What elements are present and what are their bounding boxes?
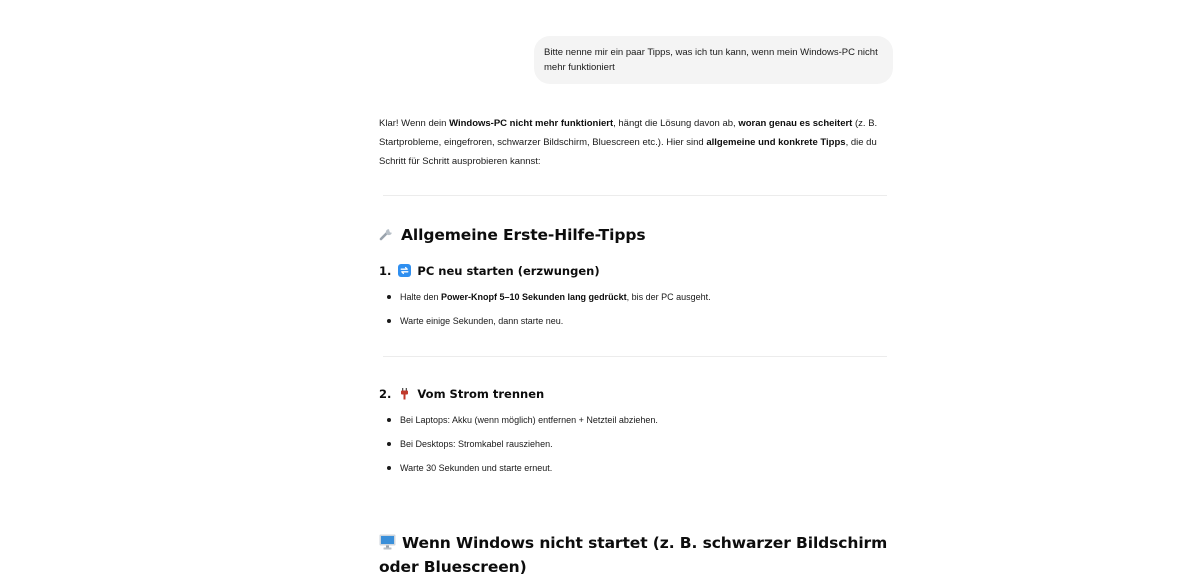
list-item: Bei Desktops: Stromkabel rausziehen.: [379, 432, 891, 456]
list-item: Warte 30 Sekunden und starte erneut.: [379, 456, 891, 480]
user-message-text: Bitte nenne mir ein paar Tipps, was ich tun kann, wenn mein Windows-PC nicht mehr funktioniert: [544, 47, 878, 73]
intro-bold-2: woran genau es scheitert: [738, 118, 853, 129]
section-title: Allgemeine Erste-Hilfe-Tipps: [401, 226, 646, 244]
list-item: Halte den Power-Knopf 5–10 Sekunden lang gedrückt, bis der PC ausgeht.: [379, 285, 891, 309]
intro-text-3: (z. B. Startprobleme, eingefroren, schwarzer Bildschirm, Bluescreen etc.). Hier sind: [379, 118, 878, 148]
section-heading-windows-not-starting: [379, 532, 899, 578]
section-heading-first-aid: [379, 224, 899, 248]
intro-text-2: , hängt die Lösung davon ab,: [613, 118, 739, 129]
step-heading-restart: [379, 263, 891, 281]
list-item: Warte einige Sekunden, dann starte neu.: [379, 309, 891, 333]
assistant-intro-paragraph: [379, 114, 891, 171]
wrench-icon: [379, 226, 395, 248]
intro-bold-3: allgemeine und konkrete Tipps: [706, 137, 846, 148]
plug-icon: [398, 387, 411, 404]
step-number: 2.: [379, 387, 392, 401]
user-message-bubble: [534, 36, 893, 84]
restart-bullet-list: [379, 285, 891, 333]
step-heading-power: [379, 386, 891, 404]
restart-icon: [398, 264, 411, 281]
power-bullet-list: [379, 408, 891, 480]
intro-text-1: Klar! Wenn dein: [379, 118, 450, 129]
list-item: Bei Laptops: Akku (wenn möglich) entfernen + Netzteil abziehen.: [379, 408, 891, 432]
section-title: Wenn Windows nicht startet (z. B. schwarzer Bildschirm oder Bluescreen): [379, 534, 888, 576]
step-title: PC neu starten (erzwungen): [417, 264, 600, 278]
step-number: 1.: [379, 264, 392, 278]
intro-text-4: , die du Schritt für Schritt ausprobieren kannst:: [379, 137, 877, 167]
divider: [383, 356, 887, 357]
intro-bold-1: Windows-PC nicht mehr funktioniert: [449, 118, 614, 129]
step-title: Vom Strom trennen: [417, 387, 545, 401]
monitor-icon: [379, 534, 396, 556]
divider: [383, 195, 887, 196]
